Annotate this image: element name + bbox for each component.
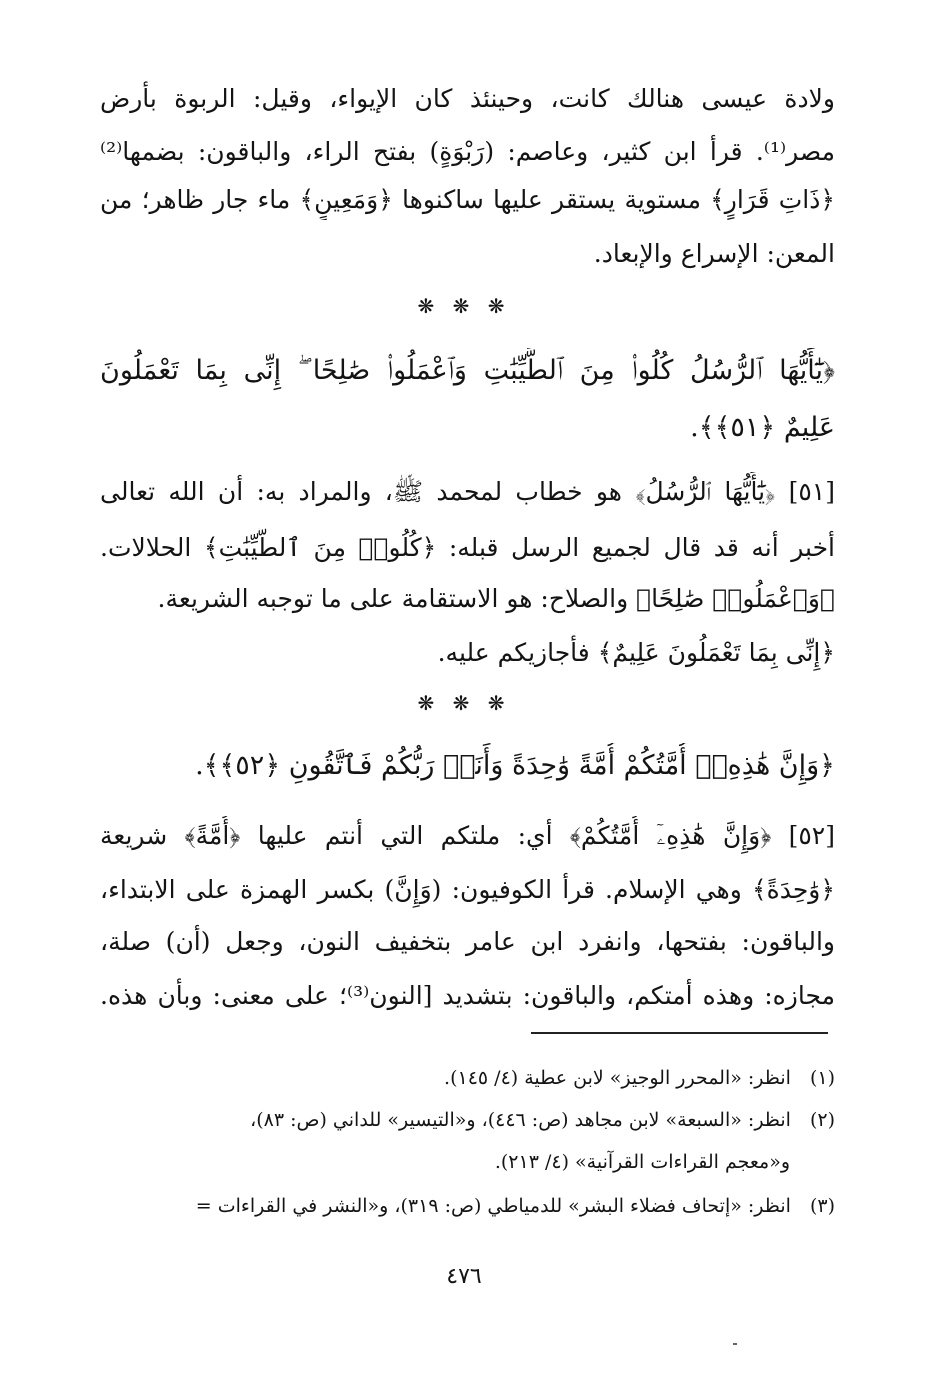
commentary-line: ﴿وَٰحِدَةً﴾ وهي الإسلام. قرأ الكوفيون: (وَإِنَّ) بكسر الهمزة على الابتداء،	[100, 875, 835, 904]
commentary-line: أخبر أنه قد قال لجميع الرسل قبله: ﴿كُلُوا۟ مِنَ ٱلطَّيِّبَٰتِ﴾ الحلالات.	[100, 533, 835, 562]
page-number: ٤٧٦	[446, 1264, 482, 1289]
body-line: ولادة عيسى هنالك كانت، وحينئذ كان الإيواء، وقيل: الربوة بأرض	[100, 84, 835, 113]
footnote-number: (١)	[809, 1067, 835, 1089]
commentary-line: ﴿إِنِّى بِمَا تَعْمَلُونَ عَلِيمٌ﴾ فأجازيكم عليه.	[437, 638, 835, 667]
body-line: المعن: الإسراع والإبعاد.	[593, 239, 835, 268]
footnote-number: (٣)	[809, 1195, 835, 1217]
footnote-3	[100, 1190, 835, 1222]
footnote-1	[100, 1062, 835, 1094]
commentary-line: [٥١] ﴿يَٰٓأَيُّهَا ٱلرُّسُلُ﴾ هو خطاب لمحمد ﷺ، والمراد به: أن الله تعالى	[100, 477, 835, 506]
footnote-text: انظر: «المحرر الوجيز» لابن عطية (٤/ ١٤٥).	[444, 1067, 791, 1089]
scan-speck	[733, 1343, 737, 1345]
footnote-2	[100, 1104, 835, 1136]
body-line: مصر⁽¹⁾. قرأ ابن كثير، وعاصم: (رَبْوَةٍ) بفتح الراء، والباقون: بضمها⁽²⁾	[100, 137, 835, 166]
footnote-2-continued: و«معجم القراءات القرآنية» (٤/ ٢١٣).	[494, 1151, 790, 1173]
footnote-text: انظر: «إتحاف فضلاء البشر» للدمياطي (ص: ٣١٩)، و«النشر في القراءات =	[195, 1195, 791, 1217]
commentary-line: والباقون: بفتحها، وانفرد ابن عامر بتخفيف النون، وجعل (أن) صلة،	[100, 927, 835, 956]
commentary-line: [٥٢] ﴿وَإِنَّ هَٰذِهِۦٓ أُمَّتُكُمْ﴾ أي: ملتكم التي أنتم عليها ﴿أُمَّةً﴾ شريعة	[100, 821, 835, 850]
footnote-number: (٢)	[809, 1109, 835, 1131]
body-line: ﴿ذَاتِ قَرَارٍ﴾ مستوية يستقر عليها ساكنوها ﴿وَمَعِينٍ﴾ ماء جار ظاهر؛ من	[100, 185, 835, 214]
section-separator: ❋ ❋ ❋	[417, 294, 511, 318]
footnote-text: انظر: «السبعة» لابن مجاهد (ص: ٤٤٦)، و«التيسير» للداني (ص: ٨٣)،	[250, 1109, 791, 1131]
verse-line: عَلِيمٌ ﴿٥١﴾﴾.	[690, 412, 835, 443]
section-separator: ❋ ❋ ❋	[417, 691, 511, 715]
verse-line: ﴿يَٰٓأَيُّهَا ٱلرُّسُلُ كُلُوا۟ مِنَ ٱلطَّيِّبَٰتِ وَٱعْمَلُوا۟ صَٰلِحًا ۖ إِنِّى بِمَا تَعْمَلُونَ	[100, 355, 835, 386]
commentary-line: مجازه: وهذه أمتكم، والباقون: بتشديد [النون⁽³⁾؛ على معنى: وبأن هذه.	[100, 981, 835, 1010]
commentary-line: ﴿وَٱعْمَلُوا۟ صَٰلِحًا﴾ والصلاح: هو الاستقامة على ما توجبه الشريعة.	[157, 584, 835, 613]
verse-line: ﴿وَإِنَّ هَٰذِهِۦٓ أُمَّتُكُمْ أُمَّةً وَٰحِدَةً وَأَنَا۠ رَبُّكُمْ فَٱتَّقُونِ ﴿٥٢﴾﴾.	[195, 750, 835, 781]
footnote-divider	[531, 1032, 828, 1034]
